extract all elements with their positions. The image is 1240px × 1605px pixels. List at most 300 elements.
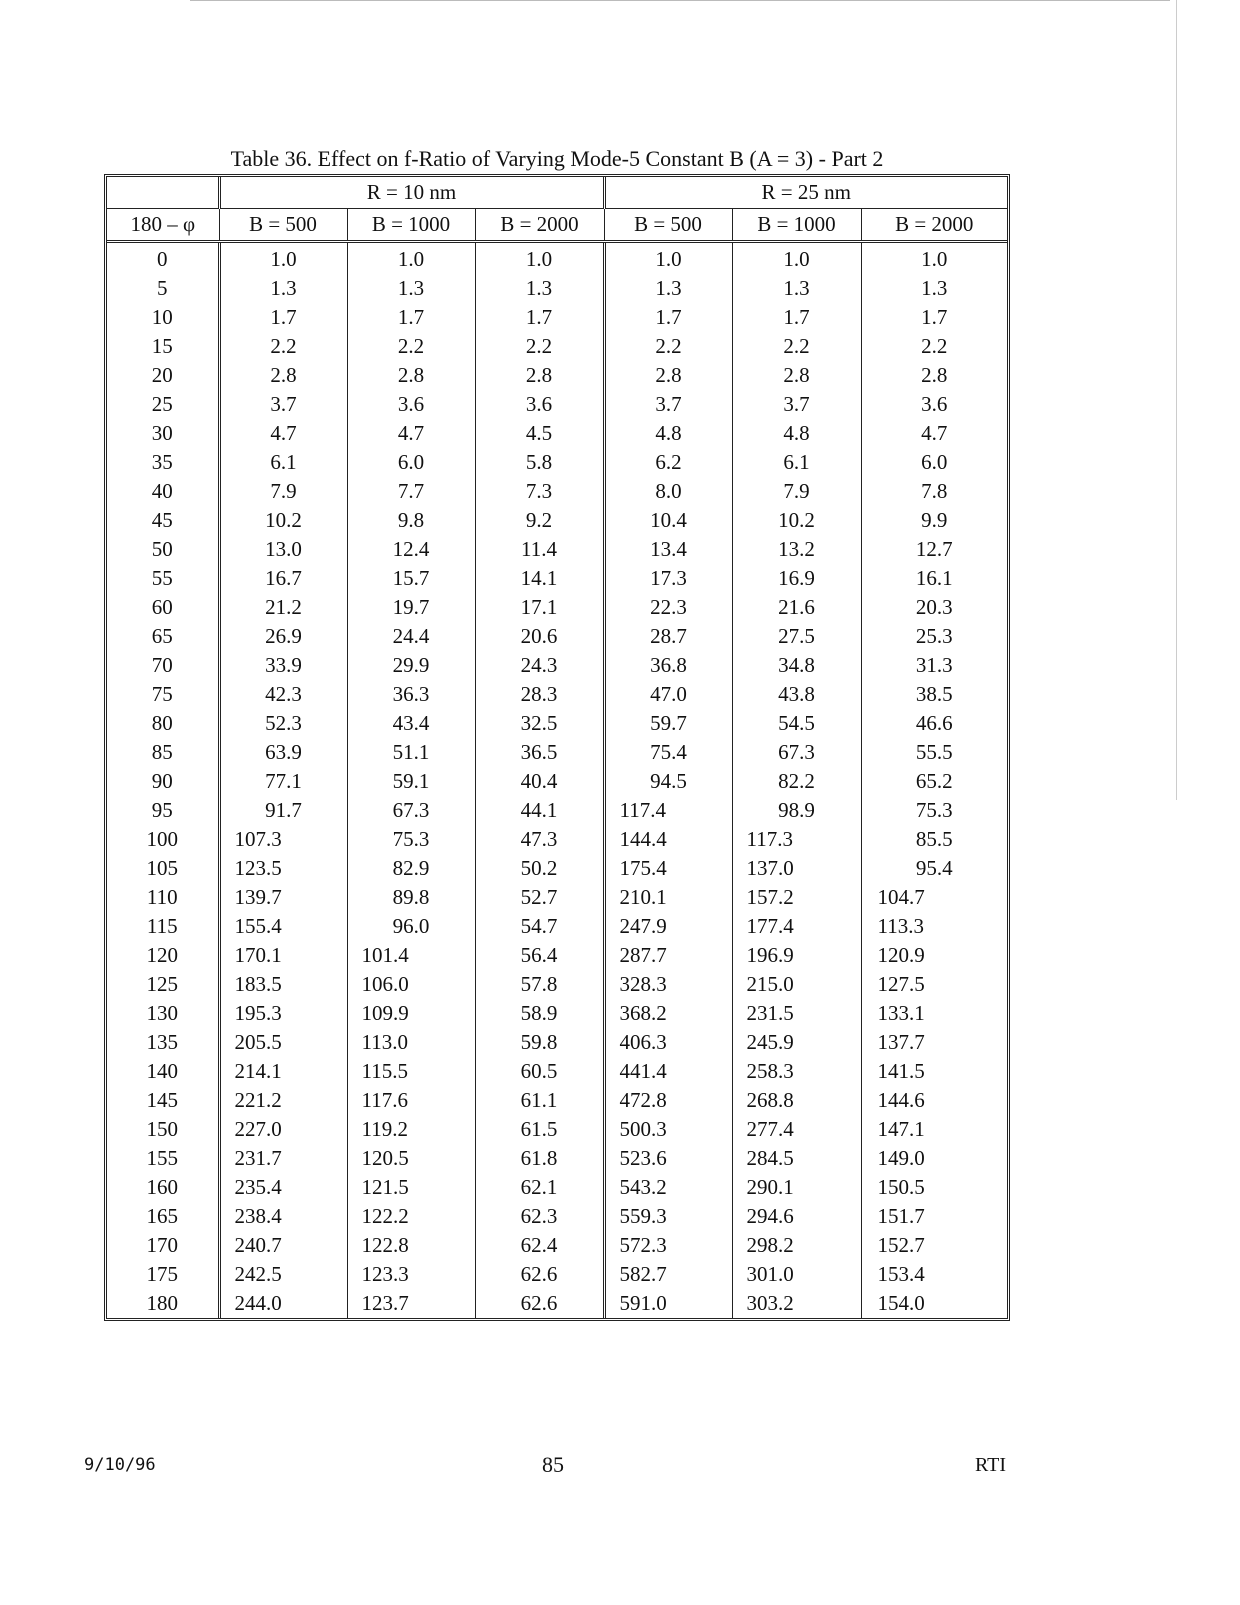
value-cell: 63.9 <box>219 738 347 767</box>
value-cell: 117.3 <box>732 825 861 854</box>
table-row <box>107 680 1007 709</box>
value-cell: 4.8 <box>732 419 861 448</box>
value-cell: 17.1 <box>475 593 604 622</box>
value-cell: 95.4 <box>915 856 953 880</box>
value-cell: 16.9 <box>732 564 861 593</box>
value-cell: 122.8 <box>347 1231 475 1260</box>
value-cell: 104.7 <box>877 885 925 909</box>
value-cell: 3.7 <box>219 390 347 419</box>
value-cell: 43.8 <box>732 680 861 709</box>
value-cell: 151.7 <box>877 1204 925 1228</box>
value-cell: 61.1 <box>475 1086 604 1115</box>
value-cell: 195.3 <box>219 999 347 1028</box>
table-row <box>107 767 1007 796</box>
value-cell: 294.6 <box>732 1202 861 1231</box>
value-cell: 155.4 <box>219 912 347 941</box>
angle-cell: 70 <box>107 651 219 680</box>
angle-cell: 170 <box>107 1231 219 1260</box>
page-edge-line <box>1176 0 1177 800</box>
value-cell: 38.5 <box>915 682 953 706</box>
value-cell: 10.2 <box>219 506 347 535</box>
table-row <box>107 242 1007 275</box>
value-cell: 215.0 <box>732 970 861 999</box>
value-cell: 5.8 <box>475 448 604 477</box>
value-cell: 46.6 <box>915 711 953 735</box>
value-cell: 150.5 <box>877 1175 925 1199</box>
value-cell: 1.0 <box>732 242 861 275</box>
group-header-row <box>107 177 1007 209</box>
footer-org: RTI <box>975 1454 1007 1476</box>
value-cell: 2.2 <box>732 332 861 361</box>
value-cell: 54.7 <box>475 912 604 941</box>
angle-cell: 105 <box>107 854 219 883</box>
value-cell: 56.4 <box>475 941 604 970</box>
angle-cell: 0 <box>107 242 219 275</box>
angle-cell: 40 <box>107 477 219 506</box>
value-cell: 22.3 <box>604 593 732 622</box>
angle-cell: 60 <box>107 593 219 622</box>
value-cell: 1.0 <box>347 242 475 275</box>
value-cell: 1.7 <box>475 303 604 332</box>
group-header-r10: R = 10 nm <box>219 177 604 209</box>
value-cell: 298.2 <box>732 1231 861 1260</box>
value-cell: 1.3 <box>604 274 732 303</box>
value-cell: 115.5 <box>347 1057 475 1086</box>
angle-cell: 90 <box>107 767 219 796</box>
value-cell: 2.8 <box>921 363 948 387</box>
value-cell: 20.6 <box>475 622 604 651</box>
value-cell: 472.8 <box>604 1086 732 1115</box>
value-cell: 3.7 <box>604 390 732 419</box>
value-cell: 245.9 <box>732 1028 861 1057</box>
value-cell: 1.3 <box>475 274 604 303</box>
value-cell: 240.7 <box>219 1231 347 1260</box>
column-header-row <box>107 209 1007 242</box>
value-cell: 2.8 <box>604 361 732 390</box>
table-row <box>107 419 1007 448</box>
angle-cell: 135 <box>107 1028 219 1057</box>
value-cell: 13.4 <box>604 535 732 564</box>
value-cell: 47.0 <box>604 680 732 709</box>
value-cell: 58.9 <box>475 999 604 1028</box>
value-cell: 231.7 <box>219 1144 347 1173</box>
angle-cell: 130 <box>107 999 219 1028</box>
f-ratio-table <box>107 177 1007 1318</box>
value-cell: 2.2 <box>604 332 732 361</box>
table-row <box>107 448 1007 477</box>
value-cell: 6.2 <box>604 448 732 477</box>
value-cell: 14.1 <box>475 564 604 593</box>
value-cell: 4.8 <box>604 419 732 448</box>
value-cell: 238.4 <box>219 1202 347 1231</box>
corner-cell <box>107 177 219 209</box>
value-cell: 7.3 <box>475 477 604 506</box>
value-cell: 6.0 <box>921 450 948 474</box>
value-cell: 12.7 <box>915 537 953 561</box>
table-row <box>107 1173 1007 1202</box>
angle-cell: 150 <box>107 1115 219 1144</box>
value-cell: 441.4 <box>604 1057 732 1086</box>
table-row <box>107 999 1007 1028</box>
value-cell: 17.3 <box>604 564 732 593</box>
value-cell: 4.7 <box>219 419 347 448</box>
value-cell: 9.9 <box>921 508 948 532</box>
value-cell: 59.7 <box>604 709 732 738</box>
table-row <box>107 1057 1007 1086</box>
value-cell: 109.9 <box>347 999 475 1028</box>
value-cell: 29.9 <box>347 651 475 680</box>
value-cell: 127.5 <box>877 972 925 996</box>
value-cell: 25.3 <box>915 624 953 648</box>
column-header: B = 1000 <box>732 209 861 242</box>
value-cell: 277.4 <box>732 1115 861 1144</box>
value-cell: 7.7 <box>347 477 475 506</box>
table-row <box>107 941 1007 970</box>
angle-cell: 140 <box>107 1057 219 1086</box>
value-cell: 227.0 <box>219 1115 347 1144</box>
column-header: B = 1000 <box>347 209 475 242</box>
value-cell: 149.0 <box>877 1146 925 1170</box>
top-scan-rule <box>190 0 1170 1</box>
value-cell: 287.7 <box>604 941 732 970</box>
value-cell: 368.2 <box>604 999 732 1028</box>
angle-cell: 100 <box>107 825 219 854</box>
footer-date: 9/10/96 <box>84 1455 156 1475</box>
value-cell: 47.3 <box>475 825 604 854</box>
value-cell: 101.4 <box>347 941 475 970</box>
value-cell: 55.5 <box>915 740 953 764</box>
table-row <box>107 274 1007 303</box>
value-cell: 13.0 <box>219 535 347 564</box>
value-cell: 196.9 <box>732 941 861 970</box>
value-cell: 62.1 <box>475 1173 604 1202</box>
value-cell: 28.7 <box>604 622 732 651</box>
value-cell: 57.8 <box>475 970 604 999</box>
angle-cell: 85 <box>107 738 219 767</box>
value-cell: 40.4 <box>475 767 604 796</box>
value-cell: 31.3 <box>915 653 953 677</box>
value-cell: 1.7 <box>921 305 948 329</box>
value-cell: 62.6 <box>475 1289 604 1318</box>
table-row <box>107 796 1007 825</box>
value-cell: 175.4 <box>604 854 732 883</box>
value-cell: 123.7 <box>347 1289 475 1318</box>
value-cell: 147.1 <box>877 1117 925 1141</box>
angle-cell: 50 <box>107 535 219 564</box>
value-cell: 2.8 <box>475 361 604 390</box>
value-cell: 1.0 <box>475 242 604 275</box>
value-cell: 120.5 <box>347 1144 475 1173</box>
value-cell: 43.4 <box>347 709 475 738</box>
value-cell: 1.3 <box>921 276 948 300</box>
value-cell: 77.1 <box>219 767 347 796</box>
angle-cell: 155 <box>107 1144 219 1173</box>
value-cell: 24.4 <box>347 622 475 651</box>
angle-cell: 145 <box>107 1086 219 1115</box>
value-cell: 328.3 <box>604 970 732 999</box>
value-cell: 1.3 <box>219 274 347 303</box>
value-cell: 34.8 <box>732 651 861 680</box>
value-cell: 183.5 <box>219 970 347 999</box>
value-cell: 51.1 <box>347 738 475 767</box>
angle-cell: 5 <box>107 274 219 303</box>
angle-cell: 15 <box>107 332 219 361</box>
column-header: B = 500 <box>604 209 732 242</box>
value-cell: 8.0 <box>604 477 732 506</box>
value-cell: 98.9 <box>732 796 861 825</box>
value-cell: 16.1 <box>915 566 953 590</box>
value-cell: 139.7 <box>219 883 347 912</box>
value-cell: 24.3 <box>475 651 604 680</box>
value-cell: 62.4 <box>475 1231 604 1260</box>
value-cell: 107.3 <box>219 825 347 854</box>
table-row <box>107 825 1007 854</box>
value-cell: 54.5 <box>732 709 861 738</box>
value-cell: 4.5 <box>475 419 604 448</box>
value-cell: 1.0 <box>219 242 347 275</box>
value-cell: 26.9 <box>219 622 347 651</box>
value-cell: 7.9 <box>219 477 347 506</box>
table-row <box>107 1144 1007 1173</box>
angle-cell: 20 <box>107 361 219 390</box>
angle-cell: 55 <box>107 564 219 593</box>
value-cell: 582.7 <box>604 1260 732 1289</box>
value-cell: 2.8 <box>219 361 347 390</box>
value-cell: 113.3 <box>877 914 924 938</box>
value-cell: 52.7 <box>475 883 604 912</box>
value-cell: 1.7 <box>347 303 475 332</box>
value-cell: 2.2 <box>921 334 948 358</box>
value-cell: 20.3 <box>915 595 953 619</box>
table-row <box>107 1260 1007 1289</box>
value-cell: 59.8 <box>475 1028 604 1057</box>
value-cell: 141.5 <box>877 1059 925 1083</box>
table-row <box>107 390 1007 419</box>
value-cell: 75.4 <box>604 738 732 767</box>
group-header-r25: R = 25 nm <box>604 177 1007 209</box>
angle-cell: 30 <box>107 419 219 448</box>
value-cell: 36.3 <box>347 680 475 709</box>
value-cell: 120.9 <box>877 943 925 967</box>
value-cell: 2.2 <box>347 332 475 361</box>
value-cell: 119.2 <box>347 1115 475 1144</box>
table-row <box>107 622 1007 651</box>
value-cell: 559.3 <box>604 1202 732 1231</box>
value-cell: 52.3 <box>219 709 347 738</box>
table-row <box>107 1289 1007 1318</box>
column-header: B = 2000 <box>861 209 1007 242</box>
value-cell: 42.3 <box>219 680 347 709</box>
value-cell: 60.5 <box>475 1057 604 1086</box>
value-cell: 67.3 <box>732 738 861 767</box>
value-cell: 153.4 <box>877 1262 925 1286</box>
value-cell: 12.4 <box>347 535 475 564</box>
value-cell: 4.7 <box>921 421 948 445</box>
value-cell: 6.1 <box>219 448 347 477</box>
value-cell: 210.1 <box>604 883 732 912</box>
value-cell: 3.6 <box>921 392 948 416</box>
angle-cell: 35 <box>107 448 219 477</box>
value-cell: 543.2 <box>604 1173 732 1202</box>
value-cell: 62.6 <box>475 1260 604 1289</box>
value-cell: 82.2 <box>732 767 861 796</box>
value-cell: 113.0 <box>347 1028 475 1057</box>
value-cell: 9.8 <box>347 506 475 535</box>
angle-cell: 115 <box>107 912 219 941</box>
value-cell: 1.3 <box>347 274 475 303</box>
value-cell: 1.3 <box>732 274 861 303</box>
value-cell: 144.6 <box>877 1088 925 1112</box>
value-cell: 85.5 <box>915 827 953 851</box>
value-cell: 2.8 <box>732 361 861 390</box>
value-cell: 122.2 <box>347 1202 475 1231</box>
value-cell: 6.0 <box>347 448 475 477</box>
table-body <box>107 242 1007 1319</box>
value-cell: 61.5 <box>475 1115 604 1144</box>
value-cell: 94.5 <box>604 767 732 796</box>
value-cell: 96.0 <box>347 912 475 941</box>
value-cell: 301.0 <box>732 1260 861 1289</box>
table-row <box>107 1086 1007 1115</box>
value-cell: 572.3 <box>604 1231 732 1260</box>
value-cell: 268.8 <box>732 1086 861 1115</box>
value-cell: 59.1 <box>347 767 475 796</box>
value-cell: 3.7 <box>732 390 861 419</box>
value-cell: 123.3 <box>347 1260 475 1289</box>
value-cell: 152.7 <box>877 1233 925 1257</box>
angle-cell: 125 <box>107 970 219 999</box>
table-row <box>107 883 1007 912</box>
value-cell: 61.8 <box>475 1144 604 1173</box>
table-row <box>107 1202 1007 1231</box>
table-row <box>107 912 1007 941</box>
value-cell: 44.1 <box>475 796 604 825</box>
angle-cell: 160 <box>107 1173 219 1202</box>
table-row <box>107 651 1007 680</box>
value-cell: 242.5 <box>219 1260 347 1289</box>
table-row <box>107 593 1007 622</box>
table-row <box>107 854 1007 883</box>
value-cell: 7.9 <box>732 477 861 506</box>
value-cell: 27.5 <box>732 622 861 651</box>
angle-cell: 80 <box>107 709 219 738</box>
angle-cell: 180 <box>107 1289 219 1318</box>
value-cell: 123.5 <box>219 854 347 883</box>
value-cell: 133.1 <box>877 1001 925 1025</box>
angle-cell: 65 <box>107 622 219 651</box>
value-cell: 258.3 <box>732 1057 861 1086</box>
value-cell: 10.4 <box>604 506 732 535</box>
value-cell: 2.8 <box>347 361 475 390</box>
value-cell: 137.7 <box>877 1030 925 1054</box>
value-cell: 500.3 <box>604 1115 732 1144</box>
table-row <box>107 506 1007 535</box>
page-number: 85 <box>542 1452 564 1477</box>
value-cell: 205.5 <box>219 1028 347 1057</box>
value-cell: 290.1 <box>732 1173 861 1202</box>
data-table-frame <box>104 174 1010 1321</box>
angle-cell: 75 <box>107 680 219 709</box>
value-cell: 406.3 <box>604 1028 732 1057</box>
value-cell: 82.9 <box>347 854 475 883</box>
table-row <box>107 1028 1007 1057</box>
angle-cell: 120 <box>107 941 219 970</box>
value-cell: 137.0 <box>732 854 861 883</box>
value-cell: 4.7 <box>347 419 475 448</box>
value-cell: 3.6 <box>347 390 475 419</box>
angle-column-header: 180 – φ <box>107 209 219 242</box>
table-row <box>107 970 1007 999</box>
column-header: B = 500 <box>219 209 347 242</box>
value-cell: 177.4 <box>732 912 861 941</box>
table-row <box>107 361 1007 390</box>
value-cell: 36.5 <box>475 738 604 767</box>
table-row <box>107 1115 1007 1144</box>
value-cell: 244.0 <box>219 1289 347 1318</box>
value-cell: 247.9 <box>604 912 732 941</box>
table-row <box>107 709 1007 738</box>
value-cell: 170.1 <box>219 941 347 970</box>
angle-cell: 165 <box>107 1202 219 1231</box>
angle-cell: 25 <box>107 390 219 419</box>
value-cell: 284.5 <box>732 1144 861 1173</box>
value-cell: 117.4 <box>604 796 732 825</box>
value-cell: 7.8 <box>921 479 948 503</box>
value-cell: 32.5 <box>475 709 604 738</box>
value-cell: 11.4 <box>475 535 604 564</box>
angle-cell: 10 <box>107 303 219 332</box>
value-cell: 62.3 <box>475 1202 604 1231</box>
column-header: B = 2000 <box>475 209 604 242</box>
value-cell: 523.6 <box>604 1144 732 1173</box>
value-cell: 591.0 <box>604 1289 732 1318</box>
value-cell: 235.4 <box>219 1173 347 1202</box>
value-cell: 1.0 <box>604 242 732 275</box>
value-cell: 28.3 <box>475 680 604 709</box>
value-cell: 67.3 <box>347 796 475 825</box>
table-row <box>107 1231 1007 1260</box>
value-cell: 231.5 <box>732 999 861 1028</box>
value-cell: 91.7 <box>219 796 347 825</box>
value-cell: 15.7 <box>347 564 475 593</box>
value-cell: 214.1 <box>219 1057 347 1086</box>
value-cell: 2.2 <box>475 332 604 361</box>
value-cell: 157.2 <box>732 883 861 912</box>
value-cell: 1.7 <box>604 303 732 332</box>
value-cell: 3.6 <box>475 390 604 419</box>
angle-cell: 95 <box>107 796 219 825</box>
value-cell: 21.2 <box>219 593 347 622</box>
angle-cell: 110 <box>107 883 219 912</box>
value-cell: 221.2 <box>219 1086 347 1115</box>
value-cell: 117.6 <box>347 1086 475 1115</box>
table-row <box>107 477 1007 506</box>
value-cell: 33.9 <box>219 651 347 680</box>
table-caption: Table 36. Effect on f-Ratio of Varying Mode-5 Constant B (A = 3) - Part 2 <box>230 146 884 171</box>
table-row <box>107 738 1007 767</box>
angle-cell: 175 <box>107 1260 219 1289</box>
value-cell: 154.0 <box>877 1291 925 1315</box>
value-cell: 21.6 <box>732 593 861 622</box>
table-row <box>107 564 1007 593</box>
value-cell: 13.2 <box>732 535 861 564</box>
value-cell: 6.1 <box>732 448 861 477</box>
value-cell: 36.8 <box>604 651 732 680</box>
value-cell: 2.2 <box>219 332 347 361</box>
value-cell: 121.5 <box>347 1173 475 1202</box>
value-cell: 1.0 <box>921 247 948 271</box>
value-cell: 303.2 <box>732 1289 861 1318</box>
